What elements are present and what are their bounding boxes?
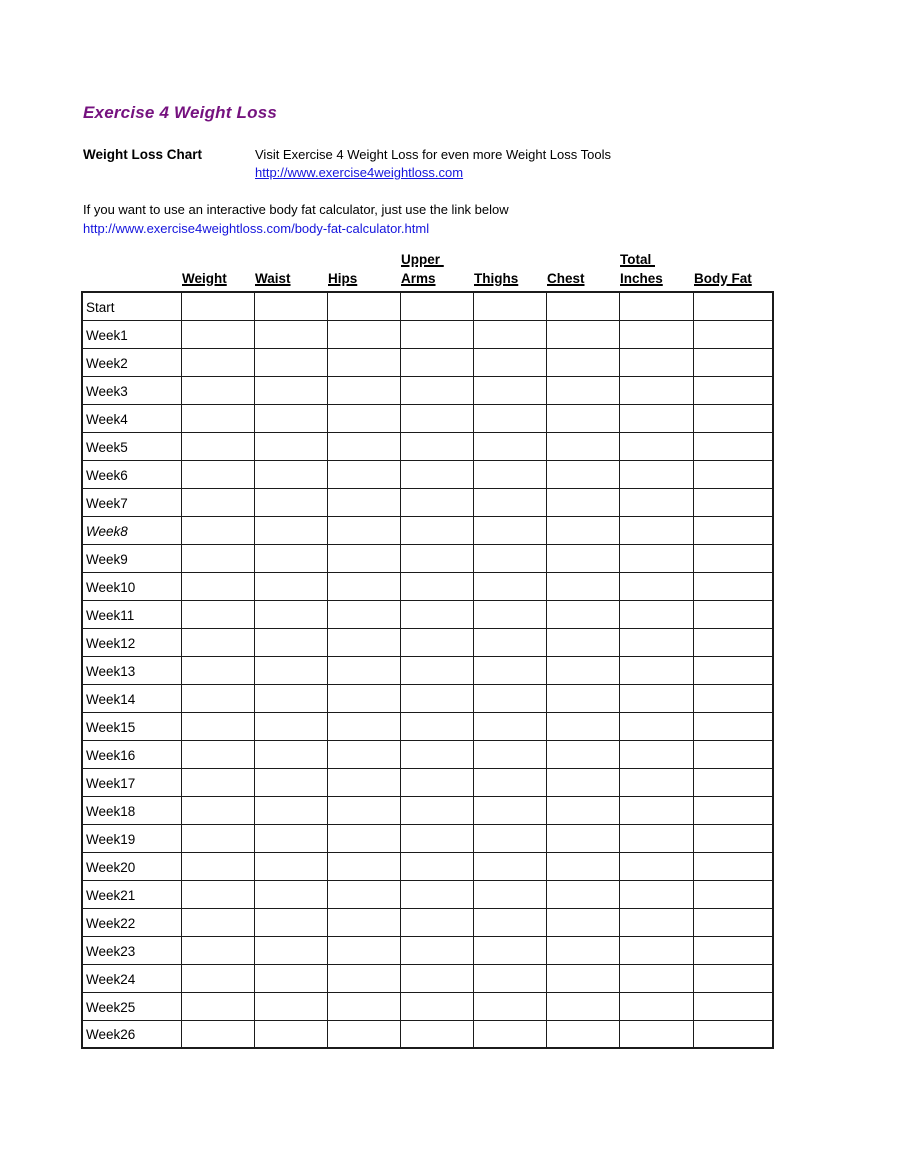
header-cell-waist: Waist bbox=[255, 271, 291, 286]
header-cell-body-fat: Body Fat bbox=[694, 271, 752, 286]
entry-cell bbox=[254, 320, 327, 348]
row-label: Week22 bbox=[82, 908, 181, 936]
entry-cell bbox=[400, 516, 473, 544]
week-row bbox=[82, 712, 773, 740]
entry-cell bbox=[546, 964, 619, 992]
entry-cell bbox=[693, 404, 773, 432]
entry-cell bbox=[181, 600, 254, 628]
entry-cell bbox=[619, 628, 693, 656]
header-row bbox=[81, 250, 772, 291]
entry-cell bbox=[400, 432, 473, 460]
entry-cell bbox=[327, 992, 400, 1020]
entry-cell bbox=[473, 320, 546, 348]
entry-cell bbox=[619, 768, 693, 796]
entry-cell bbox=[400, 684, 473, 712]
entry-cell bbox=[619, 964, 693, 992]
entry-cell bbox=[181, 432, 254, 460]
entry-cell bbox=[693, 460, 773, 488]
entry-cell bbox=[254, 768, 327, 796]
entry-cell bbox=[400, 628, 473, 656]
entry-cell bbox=[181, 348, 254, 376]
week-row bbox=[82, 684, 773, 712]
chart-table bbox=[81, 291, 774, 1049]
entry-cell bbox=[254, 796, 327, 824]
entry-cell bbox=[693, 740, 773, 768]
entry-cell bbox=[619, 936, 693, 964]
row-label: Week21 bbox=[82, 880, 181, 908]
intro-body bbox=[255, 146, 611, 182]
week-row bbox=[82, 516, 773, 544]
entry-cell bbox=[254, 628, 327, 656]
entry-cell bbox=[254, 544, 327, 572]
row-label: Week12 bbox=[82, 628, 181, 656]
entry-cell bbox=[619, 404, 693, 432]
entry-cell bbox=[619, 656, 693, 684]
row-label: Week1 bbox=[82, 320, 181, 348]
row-label: Week2 bbox=[82, 348, 181, 376]
entry-cell bbox=[400, 852, 473, 880]
entry-cell bbox=[619, 320, 693, 348]
week-row bbox=[82, 656, 773, 684]
entry-cell bbox=[254, 880, 327, 908]
entry-cell bbox=[546, 852, 619, 880]
row-label: Week10 bbox=[82, 572, 181, 600]
entry-cell bbox=[473, 628, 546, 656]
row-label: Start bbox=[82, 292, 181, 320]
row-label: Week5 bbox=[82, 432, 181, 460]
row-label: Week14 bbox=[82, 684, 181, 712]
entry-cell bbox=[473, 880, 546, 908]
entry-cell bbox=[473, 376, 546, 404]
week-row bbox=[82, 824, 773, 852]
entry-cell bbox=[327, 796, 400, 824]
entry-cell bbox=[693, 600, 773, 628]
entry-cell bbox=[619, 544, 693, 572]
entry-cell bbox=[181, 404, 254, 432]
week-row bbox=[82, 936, 773, 964]
entry-cell bbox=[546, 292, 619, 320]
entry-cell bbox=[473, 600, 546, 628]
entry-cell bbox=[327, 460, 400, 488]
entry-cell bbox=[546, 572, 619, 600]
entry-cell bbox=[400, 572, 473, 600]
chart-header bbox=[81, 250, 772, 291]
entry-cell bbox=[181, 460, 254, 488]
entry-cell bbox=[473, 796, 546, 824]
row-label: Week11 bbox=[82, 600, 181, 628]
entry-cell bbox=[619, 684, 693, 712]
entry-cell bbox=[254, 1020, 327, 1048]
entry-cell bbox=[473, 292, 546, 320]
row-label: Week15 bbox=[82, 712, 181, 740]
entry-cell bbox=[546, 628, 619, 656]
intro-section bbox=[83, 146, 611, 182]
entry-cell bbox=[254, 572, 327, 600]
weight-loss-chart bbox=[81, 250, 774, 1049]
header-cell-thighs: Thighs bbox=[474, 271, 519, 286]
header-cell-rowlabels bbox=[81, 250, 180, 291]
entry-cell bbox=[400, 404, 473, 432]
entry-cell bbox=[693, 348, 773, 376]
entry-cell bbox=[473, 656, 546, 684]
entry-cell bbox=[546, 824, 619, 852]
row-label: Week20 bbox=[82, 852, 181, 880]
entry-cell bbox=[254, 992, 327, 1020]
entry-cell bbox=[327, 544, 400, 572]
entry-cell bbox=[546, 1020, 619, 1048]
week-row bbox=[82, 992, 773, 1020]
entry-cell bbox=[546, 320, 619, 348]
row-label: Week17 bbox=[82, 768, 181, 796]
week-row bbox=[82, 460, 773, 488]
entry-cell bbox=[473, 992, 546, 1020]
week-row bbox=[82, 348, 773, 376]
entry-cell bbox=[546, 432, 619, 460]
entry-cell bbox=[619, 460, 693, 488]
entry-cell bbox=[693, 712, 773, 740]
entry-cell bbox=[546, 488, 619, 516]
weight-loss-chart-label: Weight Loss Chart bbox=[83, 147, 203, 162]
entry-cell bbox=[254, 908, 327, 936]
entry-cell bbox=[693, 768, 773, 796]
entry-cell bbox=[327, 292, 400, 320]
intro-text: Visit Exercise 4 Weight Loss for even more Weight Loss Tools bbox=[255, 147, 611, 162]
entry-cell bbox=[473, 964, 546, 992]
entry-cell bbox=[693, 936, 773, 964]
week-row bbox=[82, 488, 773, 516]
entry-cell bbox=[473, 740, 546, 768]
week-row bbox=[82, 852, 773, 880]
page-title: Exercise 4 Weight Loss bbox=[83, 103, 277, 122]
entry-cell bbox=[254, 292, 327, 320]
entry-cell bbox=[619, 796, 693, 824]
entry-cell bbox=[546, 460, 619, 488]
entry-cell bbox=[693, 516, 773, 544]
week-row bbox=[82, 740, 773, 768]
entry-cell bbox=[473, 908, 546, 936]
entry-cell bbox=[546, 600, 619, 628]
entry-cell bbox=[693, 544, 773, 572]
entry-cell bbox=[546, 768, 619, 796]
entry-cell bbox=[181, 936, 254, 964]
entry-cell bbox=[473, 432, 546, 460]
entry-cell bbox=[327, 740, 400, 768]
entry-cell bbox=[327, 404, 400, 432]
entry-cell bbox=[181, 516, 254, 544]
entry-cell bbox=[400, 1020, 473, 1048]
entry-cell bbox=[181, 488, 254, 516]
week-row bbox=[82, 404, 773, 432]
body-fat-calculator-link[interactable]: http://www.exercise4weightloss.com/body-fat-calculator.html bbox=[83, 221, 430, 236]
entry-cell bbox=[254, 712, 327, 740]
header-cell-weight: Weight bbox=[182, 271, 227, 286]
entry-cell bbox=[254, 404, 327, 432]
row-label: Week3 bbox=[82, 376, 181, 404]
entry-cell bbox=[546, 740, 619, 768]
entry-cell bbox=[254, 964, 327, 992]
entry-cell bbox=[327, 852, 400, 880]
entry-cell bbox=[619, 740, 693, 768]
entry-cell bbox=[254, 432, 327, 460]
entry-cell bbox=[619, 572, 693, 600]
row-label: Week4 bbox=[82, 404, 181, 432]
entry-cell bbox=[254, 460, 327, 488]
entry-cell bbox=[181, 964, 254, 992]
row-label: Week19 bbox=[82, 824, 181, 852]
row-label: Week23 bbox=[82, 936, 181, 964]
entry-cell bbox=[400, 740, 473, 768]
entry-cell bbox=[473, 1020, 546, 1048]
entry-cell bbox=[619, 992, 693, 1020]
entry-cell bbox=[254, 936, 327, 964]
entry-cell bbox=[619, 516, 693, 544]
entry-cell bbox=[327, 516, 400, 544]
entry-cell bbox=[546, 348, 619, 376]
entry-cell bbox=[327, 1020, 400, 1048]
entry-cell bbox=[254, 516, 327, 544]
entry-cell bbox=[619, 880, 693, 908]
entry-cell bbox=[693, 376, 773, 404]
entry-cell bbox=[473, 572, 546, 600]
entry-cell bbox=[327, 432, 400, 460]
entry-cell bbox=[181, 768, 254, 796]
entry-cell bbox=[473, 348, 546, 376]
entry-cell bbox=[181, 376, 254, 404]
entry-cell bbox=[693, 488, 773, 516]
entry-cell bbox=[400, 768, 473, 796]
week-row bbox=[82, 628, 773, 656]
entry-cell bbox=[693, 320, 773, 348]
entry-cell bbox=[254, 684, 327, 712]
week-row bbox=[82, 1020, 773, 1048]
entry-cell bbox=[254, 740, 327, 768]
homepage-link[interactable]: http://www.exercise4weightloss.com bbox=[255, 165, 464, 180]
week-row bbox=[82, 432, 773, 460]
entry-cell bbox=[619, 488, 693, 516]
entry-cell bbox=[546, 376, 619, 404]
entry-cell bbox=[546, 516, 619, 544]
entry-cell bbox=[693, 432, 773, 460]
entry-cell bbox=[254, 376, 327, 404]
week-row bbox=[82, 572, 773, 600]
entry-cell bbox=[181, 824, 254, 852]
calculator-section bbox=[83, 200, 509, 238]
entry-cell bbox=[619, 824, 693, 852]
entry-cell bbox=[693, 796, 773, 824]
entry-cell bbox=[327, 880, 400, 908]
entry-cell bbox=[254, 600, 327, 628]
header-cell-total-inches: Total Inches bbox=[620, 252, 663, 286]
entry-cell bbox=[181, 796, 254, 824]
entry-cell bbox=[693, 852, 773, 880]
entry-cell bbox=[327, 572, 400, 600]
entry-cell bbox=[473, 824, 546, 852]
calculator-text: If you want to use an interactive body fat calculator, just use the link below bbox=[83, 202, 509, 217]
entry-cell bbox=[181, 852, 254, 880]
entry-cell bbox=[473, 936, 546, 964]
entry-cell bbox=[400, 320, 473, 348]
entry-cell bbox=[546, 936, 619, 964]
entry-cell bbox=[693, 992, 773, 1020]
entry-cell bbox=[181, 292, 254, 320]
entry-cell bbox=[619, 348, 693, 376]
entry-cell bbox=[400, 824, 473, 852]
entry-cell bbox=[546, 992, 619, 1020]
entry-cell bbox=[400, 348, 473, 376]
row-label: Week24 bbox=[82, 964, 181, 992]
entry-cell bbox=[619, 712, 693, 740]
entry-cell bbox=[473, 852, 546, 880]
entry-cell bbox=[400, 292, 473, 320]
entry-cell bbox=[400, 460, 473, 488]
entry-cell bbox=[546, 880, 619, 908]
entry-cell bbox=[473, 768, 546, 796]
row-label: Week16 bbox=[82, 740, 181, 768]
header-cell-chest: Chest bbox=[547, 271, 585, 286]
entry-cell bbox=[254, 852, 327, 880]
entry-cell bbox=[619, 852, 693, 880]
week-row bbox=[82, 376, 773, 404]
row-label: Week26 bbox=[82, 1020, 181, 1048]
entry-cell bbox=[400, 964, 473, 992]
entry-cell bbox=[181, 740, 254, 768]
row-label: Week9 bbox=[82, 544, 181, 572]
entry-cell bbox=[693, 908, 773, 936]
entry-cell bbox=[181, 908, 254, 936]
entry-cell bbox=[181, 880, 254, 908]
entry-cell bbox=[254, 348, 327, 376]
entry-cell bbox=[400, 488, 473, 516]
entry-cell bbox=[693, 684, 773, 712]
week-row bbox=[82, 292, 773, 320]
entry-cell bbox=[473, 516, 546, 544]
entry-cell bbox=[693, 880, 773, 908]
entry-cell bbox=[693, 292, 773, 320]
entry-cell bbox=[181, 684, 254, 712]
entry-cell bbox=[400, 796, 473, 824]
week-row bbox=[82, 768, 773, 796]
week-row bbox=[82, 320, 773, 348]
entry-cell bbox=[327, 964, 400, 992]
entry-cell bbox=[327, 628, 400, 656]
row-label: Week18 bbox=[82, 796, 181, 824]
row-label: Week13 bbox=[82, 656, 181, 684]
week-row bbox=[82, 600, 773, 628]
entry-cell bbox=[181, 572, 254, 600]
entry-cell bbox=[546, 656, 619, 684]
week-row bbox=[82, 796, 773, 824]
row-label: Week8 bbox=[82, 516, 181, 544]
entry-cell bbox=[254, 488, 327, 516]
header-cell-upper-arms: Upper Arms bbox=[401, 252, 444, 286]
row-label: Week7 bbox=[82, 488, 181, 516]
entry-cell bbox=[327, 768, 400, 796]
entry-cell bbox=[693, 964, 773, 992]
entry-cell bbox=[400, 656, 473, 684]
entry-cell bbox=[619, 1020, 693, 1048]
entry-cell bbox=[254, 824, 327, 852]
entry-cell bbox=[327, 600, 400, 628]
entry-cell bbox=[327, 908, 400, 936]
entry-cell bbox=[473, 488, 546, 516]
entry-cell bbox=[619, 292, 693, 320]
entry-cell bbox=[693, 572, 773, 600]
entry-cell bbox=[400, 908, 473, 936]
entry-cell bbox=[181, 544, 254, 572]
entry-cell bbox=[619, 376, 693, 404]
entry-cell bbox=[546, 796, 619, 824]
entry-cell bbox=[619, 908, 693, 936]
entry-cell bbox=[327, 656, 400, 684]
entry-cell bbox=[473, 460, 546, 488]
entry-cell bbox=[181, 712, 254, 740]
entry-cell bbox=[693, 824, 773, 852]
entry-cell bbox=[400, 600, 473, 628]
entry-cell bbox=[400, 712, 473, 740]
entry-cell bbox=[181, 1020, 254, 1048]
entry-cell bbox=[546, 908, 619, 936]
entry-cell bbox=[546, 684, 619, 712]
entry-cell bbox=[181, 320, 254, 348]
week-row bbox=[82, 544, 773, 572]
entry-cell bbox=[546, 712, 619, 740]
entry-cell bbox=[254, 656, 327, 684]
entry-cell bbox=[693, 628, 773, 656]
entry-cell bbox=[400, 992, 473, 1020]
row-label: Week25 bbox=[82, 992, 181, 1020]
entry-cell bbox=[546, 404, 619, 432]
entry-cell bbox=[473, 684, 546, 712]
entry-cell bbox=[400, 544, 473, 572]
entry-cell bbox=[400, 880, 473, 908]
entry-cell bbox=[400, 376, 473, 404]
week-row bbox=[82, 964, 773, 992]
entry-cell bbox=[327, 320, 400, 348]
entry-cell bbox=[327, 712, 400, 740]
entry-cell bbox=[473, 404, 546, 432]
entry-cell bbox=[327, 488, 400, 516]
entry-cell bbox=[327, 684, 400, 712]
entry-cell bbox=[327, 936, 400, 964]
entry-cell bbox=[473, 712, 546, 740]
week-row bbox=[82, 908, 773, 936]
entry-cell bbox=[327, 348, 400, 376]
entry-cell bbox=[693, 1020, 773, 1048]
entry-cell bbox=[619, 432, 693, 460]
entry-cell bbox=[181, 992, 254, 1020]
entry-cell bbox=[181, 628, 254, 656]
entry-cell bbox=[181, 656, 254, 684]
row-label: Week6 bbox=[82, 460, 181, 488]
header-cell-hips: Hips bbox=[328, 271, 358, 286]
entry-cell bbox=[327, 824, 400, 852]
week-row bbox=[82, 880, 773, 908]
entry-cell bbox=[400, 936, 473, 964]
entry-cell bbox=[546, 544, 619, 572]
entry-cell bbox=[619, 600, 693, 628]
entry-cell bbox=[473, 544, 546, 572]
entry-cell bbox=[327, 376, 400, 404]
entry-cell bbox=[693, 656, 773, 684]
